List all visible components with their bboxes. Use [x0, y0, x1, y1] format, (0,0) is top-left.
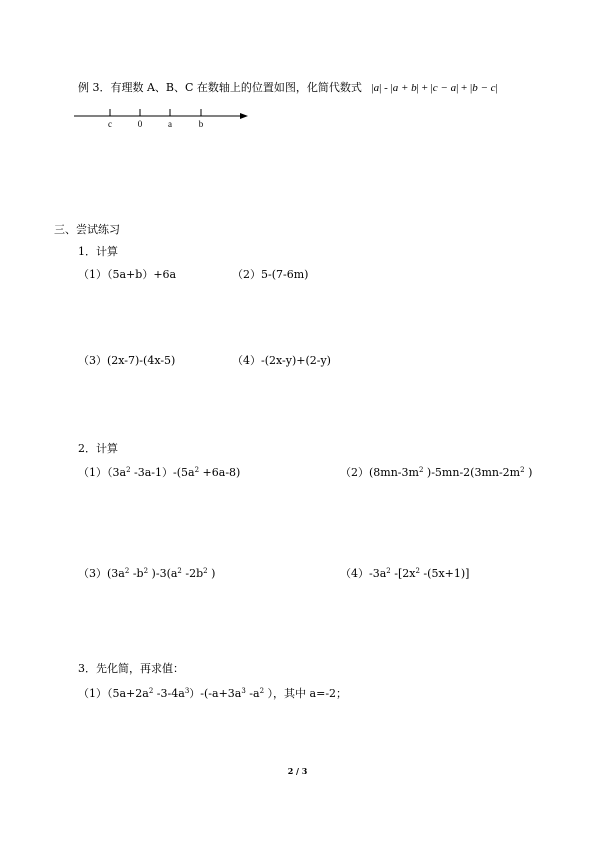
label-a: a — [168, 119, 172, 129]
q1-item-2: （2）5-(7-6m) — [232, 268, 309, 281]
q1-title: 1．计算 — [78, 245, 118, 258]
q2-item-1: $(1)(3a^2$ $-3a-1)-(5a^2 +6a-8)$ — [78, 466, 241, 479]
q1-item-4: （4）-(2x-y)+(2-y) — [232, 354, 331, 367]
q2-item-4: $(4)-3a^2$ $-[2x^2$ -(5x+1)] — [340, 567, 470, 580]
q2-item-2: $(2)(8mn-3m^2$ )$-5mn-2(3mn-2m^2$ ) — [340, 466, 533, 479]
number-line — [72, 104, 252, 130]
label-0: 0 — [137, 119, 143, 129]
q2-item-3: $(3)(3a^2$ $-b^2$ )$-3(a^2$ $-2b^2$ ) — [78, 567, 216, 580]
q3-title: 3．先化简，再求值： — [78, 662, 184, 675]
example-3-text: 例 3．有理数 A、B、C 在数轴上的位置如图，化简代数式 — [78, 81, 362, 94]
number-line-arrow — [240, 113, 248, 119]
example-3-line — [78, 82, 498, 94]
page-number: 2 / 3 — [287, 766, 308, 776]
q2-title: 2．计算 — [78, 442, 118, 455]
q1-item-3: （3）(2x-7)-(4x-5) — [78, 354, 176, 367]
example-3-expression: |a| - |a + b| + |c − a| + |b − c| — [371, 82, 498, 94]
q3-item-1: $(1)(5a+2a^2$ $-3-4a^3)-(-a+3a^3$ $-a^2$ ），其中 a=-2； — [78, 687, 348, 700]
label-b: b — [198, 119, 204, 129]
q1-item-1: （1）（5a+b）+6a — [78, 268, 177, 281]
label-c: c — [108, 119, 112, 129]
section-heading: 三、尝试练习 — [54, 223, 120, 236]
